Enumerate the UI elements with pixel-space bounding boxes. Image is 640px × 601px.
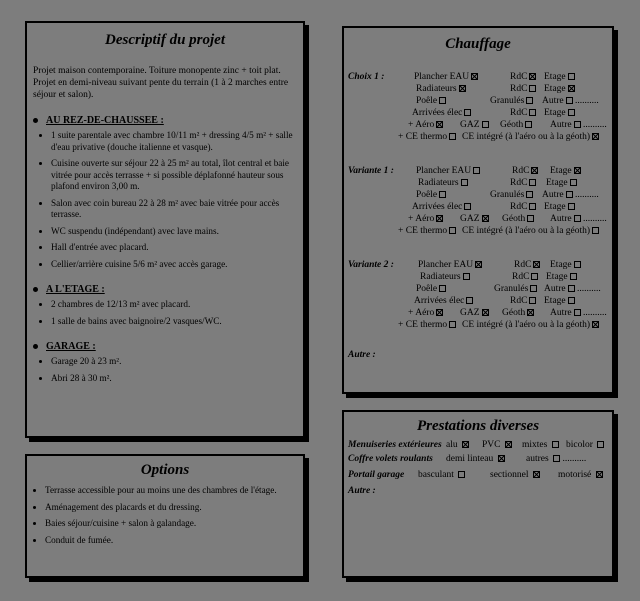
prestations-panel — [342, 410, 614, 578]
autre-dots: .......... — [583, 120, 607, 130]
checkbox[interactable] — [531, 273, 538, 280]
radiateurs-label: Radiateurs — [418, 178, 459, 188]
checkbox[interactable] — [464, 203, 471, 210]
variante-2-group — [344, 260, 612, 340]
radiateurs-label: Radiateurs — [420, 272, 461, 282]
checkbox[interactable] — [568, 73, 575, 80]
checkbox[interactable] — [570, 273, 577, 280]
list-item: • Aménagement des placards et du dressing. — [45, 502, 303, 514]
autre-dots: .......... — [575, 190, 599, 200]
list-item: • Hall d'entrée avec placard. — [51, 242, 297, 254]
granules-label: Granulés — [490, 190, 525, 200]
etage-label: Etage — [546, 178, 568, 188]
checkbox[interactable] — [449, 227, 456, 234]
checkbox[interactable] — [574, 309, 581, 316]
rdc-title: AU REZ-DE-CHAUSSEE : — [46, 115, 164, 126]
checkbox[interactable] — [461, 179, 468, 186]
group-label: Variante 2 : — [348, 260, 394, 270]
etage-label: Etage — [550, 166, 572, 176]
list-item: • Abri 28 à 30 m². — [51, 373, 297, 385]
checkbox[interactable] — [525, 121, 532, 128]
chauffage-panel — [342, 26, 614, 394]
descriptif-intro: Projet maison contemporaine. Toiture monopente zinc + toit plat. Projet en demi-niveau suivant pente du terrain (1 à 2 marches entre séjour et salon). — [33, 66, 289, 100]
portail-label: Portail garage — [348, 470, 405, 480]
aero-label: + Aéro — [408, 214, 435, 224]
arrivees-label: Arrivées élec — [412, 202, 463, 212]
etage-label: Etage — [544, 84, 566, 94]
checkbox[interactable] — [568, 285, 575, 292]
radiateurs-label: Radiateurs — [416, 84, 457, 94]
checkbox[interactable] — [482, 121, 489, 128]
geoth-label: Géoth — [500, 120, 524, 130]
autre-label: Autre — [544, 284, 566, 294]
rdc-label: RdC — [510, 84, 528, 94]
basculant-label: basculant — [418, 470, 454, 480]
etage-label: Etage — [544, 72, 566, 82]
checkbox[interactable] — [458, 471, 465, 478]
variante-1-group — [344, 166, 612, 246]
bullet-icon — [33, 118, 38, 123]
gaz-label: GAZ — [460, 308, 480, 318]
checkbox[interactable] — [552, 441, 559, 448]
aero-label: + Aéro — [408, 120, 435, 130]
etage-title: A L'ETAGE : — [46, 284, 105, 295]
checkbox[interactable] — [568, 203, 575, 210]
checkbox[interactable] — [566, 191, 573, 198]
rdc-label: RdC — [510, 202, 528, 212]
checkbox[interactable] — [526, 97, 533, 104]
checkbox[interactable] — [574, 121, 581, 128]
checkbox[interactable] — [574, 215, 581, 222]
checkbox-checked[interactable] — [482, 215, 489, 222]
geoth-label: Géoth — [502, 308, 526, 318]
checkbox[interactable] — [526, 191, 533, 198]
list-item: • Cellier/arrière cuisine 5/6 m² avec accès garage. — [51, 259, 297, 271]
list-item: • WC suspendu (indépendant) avec lave mains. — [51, 226, 297, 238]
rdc-heading — [33, 115, 297, 126]
ce-thermo-label: + CE thermo — [398, 226, 448, 236]
list-item: • 1 suite parentale avec chambre 10/11 m² + dressing 4/5 m² + salle d'eau privative (douche italienne et vasque). — [51, 130, 297, 153]
autre-label: Autre — [542, 190, 564, 200]
checkbox-checked[interactable] — [531, 167, 538, 174]
poele-label: Poêle — [416, 190, 438, 200]
checkbox[interactable] — [570, 179, 577, 186]
list-item: • Baies séjour/cuisine + salon à galandage. — [45, 518, 303, 530]
checkbox-checked[interactable] — [596, 471, 603, 478]
etage-list — [33, 299, 297, 327]
plancher-label: Plancher EAU — [414, 72, 470, 82]
garage-title: GARAGE : — [46, 341, 96, 352]
rdc-label: RdC — [510, 72, 528, 82]
checkbox[interactable] — [530, 285, 537, 292]
list-item: • Salon avec coin bureau 22 à 28 m² avec baie vitrée pour accès terrasse. — [51, 198, 297, 221]
checkbox[interactable] — [449, 133, 456, 140]
menuiseries-label: Menuiseries extérieures — [348, 440, 442, 450]
rdc-list — [33, 130, 297, 270]
autres-label: autres — [526, 454, 549, 464]
prestations-autre-label: Autre : — [348, 486, 376, 496]
etage-label: Etage — [544, 108, 566, 118]
checkbox-checked[interactable] — [475, 261, 482, 268]
group-label: Choix 1 : — [348, 72, 385, 82]
checkbox-checked[interactable] — [529, 73, 536, 80]
poele-label: Poêle — [416, 284, 438, 294]
etage-label: Etage — [544, 296, 566, 306]
checkbox[interactable] — [473, 167, 480, 174]
checkbox-checked[interactable] — [471, 73, 478, 80]
checkbox-checked[interactable] — [505, 441, 512, 448]
checkbox-checked[interactable] — [436, 215, 443, 222]
checkbox[interactable] — [568, 297, 575, 304]
aero-label: + Aéro — [408, 308, 435, 318]
checkbox[interactable] — [529, 179, 536, 186]
checkbox-checked[interactable] — [568, 85, 575, 92]
choix-1-group — [344, 72, 612, 152]
checkbox[interactable] — [439, 191, 446, 198]
checkbox[interactable] — [466, 297, 473, 304]
geoth-label: Géoth — [502, 214, 526, 224]
checkbox[interactable] — [449, 321, 456, 328]
plancher-label: Plancher EAU — [418, 260, 474, 270]
etage-label: Etage — [550, 260, 572, 270]
rdc-label: RdC — [510, 108, 528, 118]
checkbox[interactable] — [574, 261, 581, 268]
rdc-label: RdC — [514, 260, 532, 270]
checkbox[interactable] — [527, 215, 534, 222]
checkbox[interactable] — [439, 97, 446, 104]
autre-label: Autre — [550, 214, 572, 224]
descriptif-panel — [25, 21, 305, 438]
poele-label: Poêle — [416, 96, 438, 106]
motorise-label: motorisé — [558, 470, 592, 480]
gaz-label: GAZ — [460, 120, 480, 130]
options-panel — [25, 454, 305, 578]
checkbox[interactable] — [566, 97, 573, 104]
ce-thermo-label: + CE thermo — [398, 132, 448, 142]
garage-heading — [33, 341, 297, 352]
checkbox-checked[interactable] — [498, 455, 505, 462]
rdc-label: RdC — [510, 296, 528, 306]
etage-label: Etage — [546, 272, 568, 282]
checkbox[interactable] — [464, 109, 471, 116]
checkbox-checked[interactable] — [436, 309, 443, 316]
checkbox-checked[interactable] — [592, 133, 599, 140]
autre-dots: .......... — [577, 284, 601, 294]
checkbox[interactable] — [529, 297, 536, 304]
ce-integre-label: CE intégré (à l'aéro ou à la géoth) — [462, 320, 591, 330]
list-item: • Garage 20 à 23 m². — [51, 356, 297, 368]
autre-label: Autre — [542, 96, 564, 106]
rdc-label: RdC — [512, 166, 530, 176]
ce-thermo-label: + CE thermo — [398, 320, 448, 330]
checkbox[interactable] — [529, 85, 536, 92]
autre-label: Autre — [550, 308, 572, 318]
checkbox-checked[interactable] — [459, 85, 466, 92]
coffre-label: Coffre volets roulants — [348, 454, 433, 464]
bicolor-label: bicolor — [566, 440, 593, 450]
etage-heading — [33, 284, 297, 295]
autre-dots: .......... — [583, 308, 607, 318]
checkbox[interactable] — [529, 203, 536, 210]
list-item: • Terrasse accessible pour au moins une des chambres de l'étage. — [45, 485, 303, 497]
granules-label: Granulés — [490, 96, 525, 106]
rdc-label: RdC — [510, 178, 528, 188]
plancher-label: Plancher EAU — [416, 166, 472, 176]
checkbox[interactable] — [597, 441, 604, 448]
checkbox[interactable] — [439, 285, 446, 292]
autre-label: Autre — [550, 120, 572, 130]
checkbox[interactable] — [568, 109, 575, 116]
checkbox[interactable] — [553, 455, 560, 462]
checkbox-checked[interactable] — [462, 441, 469, 448]
chauffage-autre-label: Autre : — [348, 350, 376, 360]
group-label: Variante 1 : — [348, 166, 394, 176]
checkbox-checked[interactable] — [527, 309, 534, 316]
checkbox-checked[interactable] — [592, 321, 599, 328]
list-item: • 1 salle de bains avec baignoire/2 vasques/WC. — [51, 316, 297, 328]
rdc-label: RdC — [512, 272, 530, 282]
mixtes-label: mixtes — [522, 440, 548, 450]
checkbox-checked[interactable] — [533, 261, 540, 268]
autre-dots: .......... — [583, 214, 607, 224]
gaz-label: GAZ — [460, 214, 480, 224]
arrivees-label: Arrivées élec — [412, 108, 463, 118]
ce-integre-label: CE intégré (à l'aéro ou à la géoth) — [462, 226, 591, 236]
pvc-label: PVC — [482, 440, 501, 450]
checkbox[interactable] — [592, 227, 599, 234]
autres-dots: .......... — [562, 454, 587, 464]
list-item: • 2 chambres de 12/13 m² avec placard. — [51, 299, 297, 311]
checkbox[interactable] — [463, 273, 470, 280]
demi-linteau-label: demi linteau — [446, 454, 494, 464]
autre-dots: .......... — [575, 96, 599, 106]
alu-label: alu — [446, 440, 458, 450]
ce-integre-label: CE intégré (à l'aéro ou à la géoth) — [462, 132, 591, 142]
checkbox-checked[interactable] — [482, 309, 489, 316]
granules-label: Granulés — [494, 284, 529, 294]
checkbox[interactable] — [529, 109, 536, 116]
options-list — [27, 485, 303, 546]
options-title: Options — [140, 462, 190, 478]
bullet-icon — [33, 287, 38, 292]
etage-label: Etage — [544, 202, 566, 212]
bullet-icon — [33, 344, 38, 349]
sectionnel-label: sectionnel — [490, 470, 529, 480]
chauffage-title: Chauffage — [445, 36, 511, 52]
checkbox-checked[interactable] — [574, 167, 581, 174]
checkbox-checked[interactable] — [533, 471, 540, 478]
descriptif-title: Descriptif du projet — [105, 32, 225, 48]
garage-list — [33, 356, 297, 384]
checkbox-checked[interactable] — [436, 121, 443, 128]
list-item: • Conduit de fumée. — [45, 535, 303, 547]
list-item: • Cuisine ouverte sur séjour 22 à 25 m² au total, îlot central et baie vitrée pour accès terrasse + si possible déplafonné hauteur sous plafond environ 3,00 m. — [51, 158, 297, 193]
prestations-title: Prestations diverses — [416, 418, 540, 434]
arrivees-label: Arrivées élec — [414, 296, 465, 306]
